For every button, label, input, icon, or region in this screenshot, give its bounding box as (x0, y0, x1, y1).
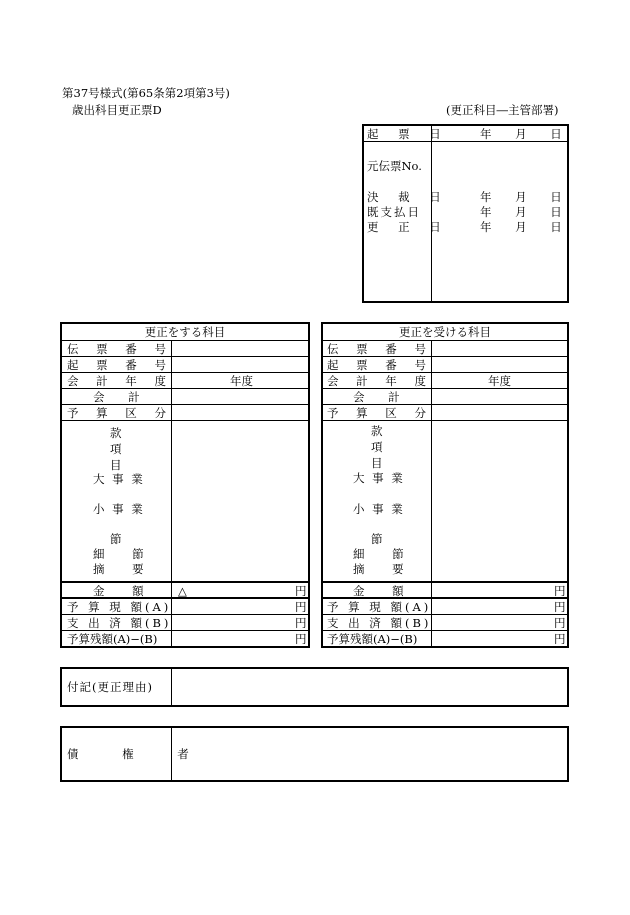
origin-date-value: 年 月 日 (480, 127, 572, 141)
right-summary: 摘 要 (353, 562, 416, 576)
left-sai-setsu: 細 節 (93, 547, 156, 561)
right-spent: 支 出 済 額(B) (327, 616, 432, 630)
right-spent-yen: 円 (554, 616, 566, 630)
left-fiscal-year-value: 年度 (230, 374, 253, 388)
left-budget-current-yen: 円 (295, 600, 307, 614)
right-sai-setsu: 細 節 (353, 547, 416, 561)
left-account: 会 計 (93, 390, 150, 404)
form-right-note: (更正科目―主管部署) (446, 103, 559, 117)
left-fiscal-year: 会 計 年 度 (67, 374, 173, 388)
correction-date-label: 更 正 日 (367, 220, 449, 234)
remarks-label: 付記(更正理由) (67, 680, 153, 694)
left-amount-prefix: △ (178, 584, 187, 598)
right-voucher-no: 伝 票 番 号 (327, 342, 433, 356)
right-kan: 款 (371, 424, 383, 438)
left-budget-div: 予 算 区 分 (67, 406, 173, 420)
right-setsu: 節 (371, 532, 383, 546)
left-summary: 摘 要 (93, 562, 156, 576)
right-balance-yen: 円 (554, 632, 566, 646)
right-budget-current-yen: 円 (554, 600, 566, 614)
paid-date-value: 年 月 日 (480, 205, 572, 219)
decision-date-value: 年 月 日 (480, 190, 572, 204)
right-amount: 金 額 (353, 584, 416, 598)
right-moku: 目 (371, 456, 383, 470)
left-kou: 項 (110, 442, 122, 456)
correction-date-value: 年 月 日 (480, 220, 572, 234)
left-amount: 金 額 (93, 584, 156, 598)
left-balance-yen: 円 (295, 632, 307, 646)
right-budget-current: 予 算 現 額(A) (327, 600, 432, 614)
left-moku: 目 (110, 458, 122, 472)
right-account: 会 計 (353, 390, 410, 404)
right-large-project: 大 事 業 (353, 471, 405, 485)
original-voucher-label: 元伝票No. (367, 159, 422, 173)
left-kan: 款 (110, 426, 122, 440)
right-balance: 予算残額(A)−(B) (327, 632, 418, 646)
left-setsu: 節 (110, 532, 122, 546)
right-amount-yen: 円 (554, 584, 566, 598)
right-table-title: 更正を受ける科目 (399, 325, 491, 339)
paid-date-label: 既支払日 (367, 205, 421, 219)
form-number: 第37号様式(第65条第2項第3号) (62, 86, 230, 100)
creditor-label: 債 権 者 (67, 747, 209, 761)
form-title: 歳出科目更正票D (72, 103, 162, 117)
left-voucher-no: 伝 票 番 号 (67, 342, 173, 356)
left-budget-current: 予 算 現 額(A) (67, 600, 172, 614)
decision-date-label: 決 裁 日 (367, 190, 449, 204)
right-fiscal-year-value: 年度 (488, 374, 511, 388)
right-budget-div: 予 算 区 分 (327, 406, 433, 420)
left-origin-no: 起 票 番 号 (67, 358, 173, 372)
left-small-project: 小 事 業 (93, 502, 145, 516)
right-fiscal-year: 会 計 年 度 (327, 374, 433, 388)
left-spent: 支 出 済 額(B) (67, 616, 172, 630)
right-origin-no: 起 票 番 号 (327, 358, 433, 372)
right-kou: 項 (371, 440, 383, 454)
origin-date-label: 起 票 日 (367, 127, 449, 141)
left-amount-yen: 円 (295, 584, 307, 598)
right-small-project: 小 事 業 (353, 502, 405, 516)
left-table-title: 更正をする科目 (144, 325, 226, 339)
left-spent-yen: 円 (295, 616, 307, 630)
left-large-project: 大 事 業 (93, 472, 145, 486)
left-balance: 予算残額(A)−(B) (67, 632, 158, 646)
